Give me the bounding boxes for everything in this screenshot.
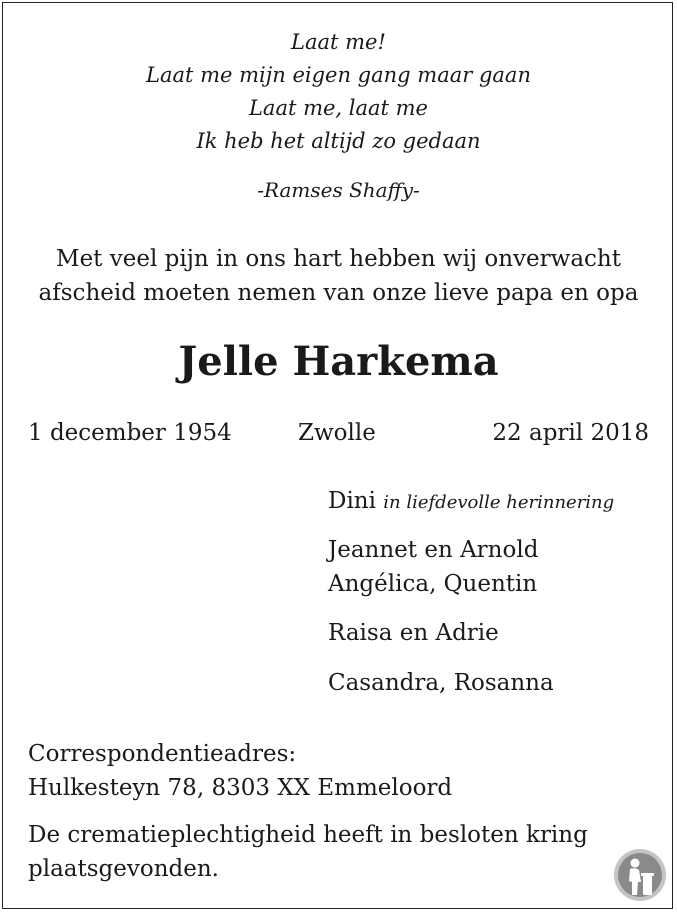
- poem-attribution: -Ramses Shaffy-: [257, 178, 420, 202]
- birth-date: 1 december 1954: [28, 420, 232, 446]
- poem-line: Laat me, laat me: [248, 96, 428, 120]
- closing-line: De crematieplechtigheid heeft in besloten kring: [28, 822, 588, 848]
- closing-line: plaatsgevonden.: [28, 856, 219, 882]
- dates-row: [28, 420, 649, 452]
- spouse-name: Dini: [328, 488, 376, 514]
- family-couple-2-children: Casandra, Rosanna: [328, 670, 554, 696]
- place: Zwolle: [298, 420, 376, 446]
- correspondence-label: Correspondentieadres:: [28, 741, 297, 767]
- family-couple-1-children: Angélica, Quentin: [328, 571, 538, 597]
- deceased-name: Jelle Harkema: [178, 338, 499, 385]
- intro-line: afscheid moeten nemen van onze lieve papa en opa: [38, 280, 639, 306]
- intro-line: Met veel pijn in ons hart hebben wij onverwacht: [56, 246, 621, 272]
- poem: [0, 26, 677, 158]
- correspondence-address: [28, 737, 452, 805]
- intro-text: [0, 242, 677, 310]
- closing-text: [28, 818, 588, 886]
- poem-line: Ik heb het altijd zo gedaan: [196, 129, 481, 153]
- poem-line: Laat me!: [291, 30, 386, 54]
- spouse-note: in liefdevolle herinnering: [383, 492, 615, 513]
- correspondence-street: Hulkesteyn 78, 8303 XX Emmeloord: [28, 775, 453, 801]
- memorial-figure-icon: [613, 848, 667, 902]
- family-spouse: [328, 488, 614, 514]
- family-couple-1: Jeannet en Arnold: [328, 537, 539, 563]
- poem-line: Laat me mijn eigen gang maar gaan: [146, 63, 531, 87]
- death-date: 22 april 2018: [492, 420, 649, 446]
- family-couple-2: Raisa en Adrie: [328, 620, 499, 646]
